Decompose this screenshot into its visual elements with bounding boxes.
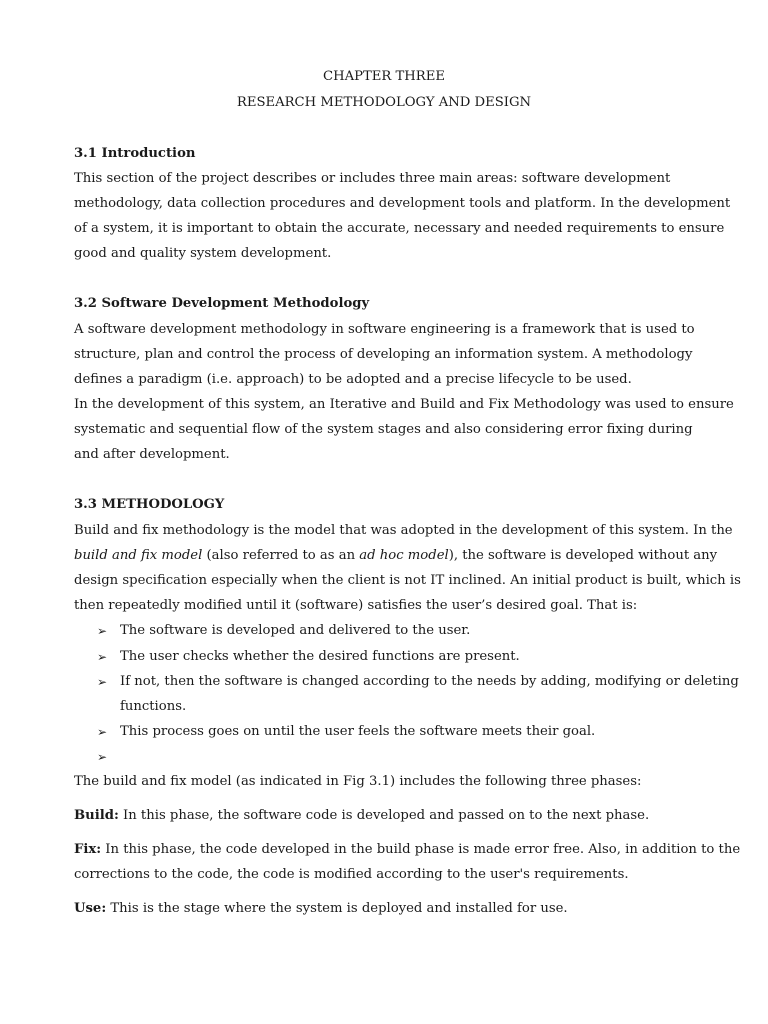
section-3-2-line: systematic and sequential flow of the system stages and also considering error fixing during xyxy=(74,422,693,437)
bullet-item: The software is developed and delivered to the user. xyxy=(120,623,471,638)
arrow-bullet-icon: ➢ xyxy=(97,750,108,764)
italic-term: ad hoc model xyxy=(359,548,449,563)
section-3-3-line xyxy=(74,548,717,564)
phase-fix-continuation: corrections to the code, the code is modified according to the user's requirements. xyxy=(74,867,629,882)
phase-label: Fix: xyxy=(74,842,102,857)
arrow-bullet-icon: ➢ xyxy=(97,725,108,739)
arrow-bullet-icon: ➢ xyxy=(97,650,108,664)
chapter-title: CHAPTER THREE xyxy=(322,69,445,84)
phase-text: In this phase, the software code is developed and passed on to the next phase. xyxy=(118,808,650,823)
section-3-1-line: good and quality system development. xyxy=(74,246,332,261)
bullet-item: This process goes on until the user feels the software meets their goal. xyxy=(120,724,596,739)
section-3-2-line: In the development of this system, an Iterative and Build and Fix Methodology was used to ensure xyxy=(74,397,734,412)
phase-fix xyxy=(74,842,740,858)
bullet-item: The user checks whether the desired functions are present. xyxy=(120,649,520,664)
section-3-2-line: defines a paradigm (i.e. approach) to be adopted and a precise lifecycle to be used. xyxy=(74,372,632,387)
phase-text: In this phase, the code developed in the build phase is made error free. Also, in addition to the xyxy=(101,842,741,857)
section-3-2-line: structure, plan and control the process of developing an information system. A methodology xyxy=(74,347,693,362)
phase-text: This is the stage where the system is deployed and installed for use. xyxy=(106,901,568,916)
bullet-item: If not, then the software is changed according to the needs by adding, modifying or deleting xyxy=(120,674,739,689)
chapter-subtitle: RESEARCH METHODOLOGY AND DESIGN xyxy=(236,95,532,110)
arrow-bullet-icon: ➢ xyxy=(97,675,108,689)
section-3-1-line: This section of the project describes or includes three main areas: software development xyxy=(74,171,671,186)
section-3-1-heading: 3.1 Introduction xyxy=(74,146,196,161)
section-3-2-line: and after development. xyxy=(74,447,230,462)
phases-intro: The build and fix model (as indicated in Fig 3.1) includes the following three phases: xyxy=(74,774,642,789)
section-3-3-heading: 3.3 METHODOLOGY xyxy=(74,497,225,512)
phase-use xyxy=(74,901,568,917)
section-3-3-line: Build and fix methodology is the model that was adopted in the development of this system. In the xyxy=(74,523,733,538)
section-3-3-line: design specification especially when the client is not IT inclined. An initial product is built, which is xyxy=(74,573,741,588)
bullet-item-continuation: functions. xyxy=(120,699,187,714)
inline-text: ), the software is developed without any xyxy=(448,548,718,563)
phase-label: Build: xyxy=(74,808,119,823)
arrow-bullet-icon: ➢ xyxy=(97,624,108,638)
phase-label: Use: xyxy=(74,901,107,916)
section-3-2-heading: 3.2 Software Development Methodology xyxy=(74,296,370,311)
section-3-3-line: then repeatedly modified until it (software) satisfies the user’s desired goal. That is: xyxy=(74,598,638,613)
section-3-1-line: of a system, it is important to obtain the accurate, necessary and needed requirements to ensure xyxy=(74,221,725,236)
italic-term: build and fix model xyxy=(74,548,203,563)
section-3-1-line: methodology, data collection procedures and development tools and platform. In the development xyxy=(74,196,731,211)
section-3-2-line: A software development methodology in software engineering is a framework that is used to xyxy=(74,322,695,337)
phase-build xyxy=(74,808,649,824)
inline-text: (also referred to as an xyxy=(202,548,360,563)
